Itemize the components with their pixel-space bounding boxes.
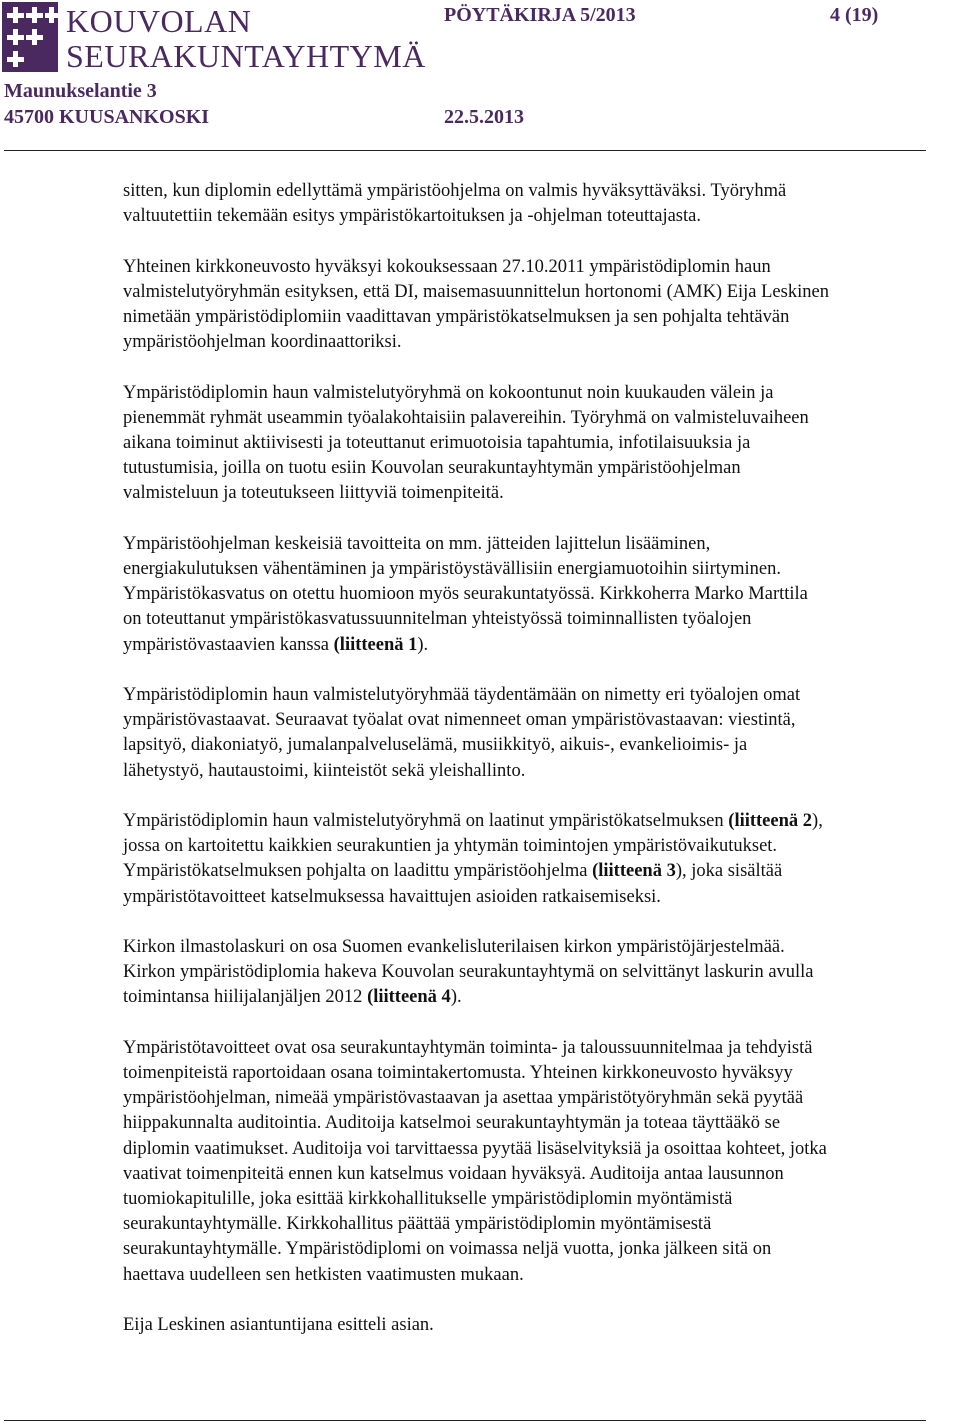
text-segment: ), — [812, 811, 823, 831]
text-line: Yhteinen kirkkoneuvosto hyväksyi kokouksessaan 27.10.2011 ympäristödiplomin haun — [123, 256, 771, 277]
text-line: seurakuntayhtymälle. Kirkkohallitus päättää ympäristödiplomin myöntämisestä — [123, 1214, 712, 1235]
text-line: ympäristötavoitteet katselmuksessa havaittujen asioiden ratkaisemiseksi. — [123, 886, 661, 907]
text-segment: ympäristövastaavien kanssa — [123, 634, 334, 655]
text-line: valmistelutyöryhmän esityksen, että DI, maisemasuunnittelun hortonomi (AMK) Eija Leskinen — [123, 281, 829, 302]
paragraph — [123, 935, 960, 1011]
footer-divider — [4, 1420, 926, 1421]
text-line: ympäristövastaavat. Seuraavat työalat ovat nimenneet oman ympäristövastaavan: viestintä, — [123, 710, 796, 731]
paragraph — [123, 1313, 960, 1338]
text-segment: Ympäristökatselmuksen pohjalta on laadittu ympäristöohjelma — [123, 861, 593, 882]
text-line: nimetään ympäristödiplomiin vaadittavan ympäristökatselmuksen ja sen pohjalta tehtävän — [123, 307, 790, 327]
text-line: lapsityö, diakoniatyö, jumalanpalveluselämä, musiikkityö, aikuis-, evankelioimis- ja — [123, 735, 748, 756]
address-street: Maunukselantie 3 — [4, 80, 157, 102]
text-line: Ympäristöohjelman keskeisiä tavoitteita on mm. jätteiden lajittelun lisääminen, — [123, 533, 711, 554]
text-line: Ympäristötavoitteet ovat osa seurakuntayhtymän toiminta- ja taloussuunnitelmaa ja tehdyistä — [123, 1037, 813, 1058]
text-line: Kirkon ympäristödiplomia hakeva Kouvolan seurakuntayhtymä on selvittänyt laskurin avulla — [123, 962, 814, 983]
paragraph — [123, 683, 960, 784]
text-line: tuomiokapitulille, joka esittää kirkkohallitukselle ympäristödiplomin myöntämistä — [123, 1189, 733, 1210]
attachment-reference: (liitteenä 2 — [728, 811, 813, 831]
text-line: valmisteluun ja toteutukseen liittyviä toimenpiteitä. — [123, 483, 504, 504]
text-segment: ). — [450, 987, 462, 1008]
text-line: ympäristöohjelman, nimeää ympäristövastaavan ja asettaa ympäristötyöryhmän sekä pyytää — [123, 1088, 804, 1109]
header-divider — [4, 150, 926, 151]
org-name-line2: SEURAKUNTAYHTYMÄ — [66, 38, 426, 74]
text-line: on toteuttanut ympäristökasvatussuunnitelman yhteistyössä toiminnallisten työalojen — [123, 609, 752, 630]
text-segment: toimintansa hiilijalanjäljen 2012 — [123, 987, 368, 1008]
text-line: tutustumisia, joilla on tuotu esiin Kouvolan seurakuntayhtymän ympäristöohjelman — [123, 458, 741, 479]
text-line — [123, 985, 960, 1010]
address-postal: 45700 KUUSANKOSKI — [4, 106, 210, 128]
text-line: ympäristöohjelman koordinaattoriksi. — [123, 332, 402, 353]
text-line: aikana toiminut aktiivisesti ja toteuttanut erimuotoisia tapahtumia, infotilaisuuksia ja — [123, 433, 751, 453]
attachment-reference: (liitteenä 1 — [333, 634, 418, 655]
text-line: Eija Leskinen asiantuntijana esitteli asian. — [123, 1315, 434, 1336]
text-segment: ). — [417, 634, 429, 655]
text-line: Kirkon ilmastolaskuri on osa Suomen evankelisluterilaisen kirkon ympäristöjärjestelmää. — [123, 937, 785, 957]
attachment-reference: (liitteenä 3 — [592, 861, 676, 882]
text-line: diplomin vaatimukset. Auditoija voi tarvittaessa pyytää lisäselvityksiä ja osoittaa kohteet, jotka — [123, 1138, 827, 1159]
attachment-reference: (liitteenä 4 — [367, 987, 451, 1008]
org-name-line1: KOUVOLAN — [66, 3, 252, 39]
text-segment: ), joka sisältää — [675, 861, 783, 882]
text-line: haettava uudelleen sen hetkisten vaatimusten mukaan. — [123, 1264, 524, 1285]
document-header — [0, 0, 960, 150]
text-line — [123, 633, 960, 658]
text-line: Ympäristödiplomin haun valmistelutyöryhmää täydentämään on nimetty eri työalojen omat — [123, 685, 801, 705]
paragraph — [123, 381, 960, 507]
text-line: sitten, kun diplomin edellyttämä ympäristöohjelma on valmis hyväksyttäväksi. Työryhmä — [123, 181, 787, 201]
text-segment: Ympäristödiplomin haun valmistelutyöryhmä on laatinut ympäristökatselmuksen — [123, 811, 729, 831]
text-line — [123, 809, 960, 834]
text-line: pienemmät ryhmät useammin työalakohtaisiin palavereihin. Työryhmä on valmisteluvaiheen — [123, 407, 809, 428]
paragraph — [123, 532, 960, 658]
paragraph — [123, 1036, 960, 1288]
text-line: seurakuntayhtymälle. Ympäristödiplomi on voimassa neljä vuotta, jonka jälkeen sitä on — [123, 1239, 772, 1260]
document-date: 22.5.2013 — [444, 106, 524, 128]
document-title: PÖYTÄKIRJA 5/2013 — [444, 4, 636, 26]
text-line: jossa on kartoitettu kaikkien seurakuntien ja yhtymän toimintojen ympäristövaikutukset. — [123, 836, 778, 857]
text-line: Ympäristödiplomin haun valmistelutyöryhmä on kokoontunut noin kuukauden välein ja — [123, 382, 774, 403]
text-line: vaativat toimenpiteitä ennen kun katselmus voidaan hyväksyä. Auditoija antaa lausunnon — [123, 1163, 784, 1184]
cross-logo-icon — [2, 2, 58, 72]
text-line: energiakulutuksen vähentäminen ja ympäristöystävällisiin energiamuotoihin siirtyminen. — [123, 559, 781, 579]
paragraph — [123, 179, 960, 229]
text-line — [123, 859, 960, 884]
text-line: lähetystyö, hautaustoimi, kiinteistöt sekä yleishallinto. — [123, 760, 526, 781]
text-line: Ympäristökasvatus on otettu huomioon myös seurakuntatyössä. Kirkkoherra Marko Marttila — [123, 584, 808, 605]
paragraph — [123, 255, 960, 356]
text-line: hiippakunnalta auditointia. Auditoija katselmoi seurakuntayhtymän ja toteaa täyttääkö se — [123, 1113, 781, 1134]
text-line: valtuutettiin tekemään esitys ympäristökartoituksen ja -ohjelman toteuttajasta. — [123, 206, 701, 227]
document-body — [123, 179, 960, 1363]
page-number: 4 (19) — [830, 4, 879, 26]
paragraph — [123, 809, 960, 910]
text-line: toimenpiteistä raportoidaan osana toimintakertomusta. Yhteinen kirkkoneuvosto hyväksyy — [123, 1063, 793, 1083]
